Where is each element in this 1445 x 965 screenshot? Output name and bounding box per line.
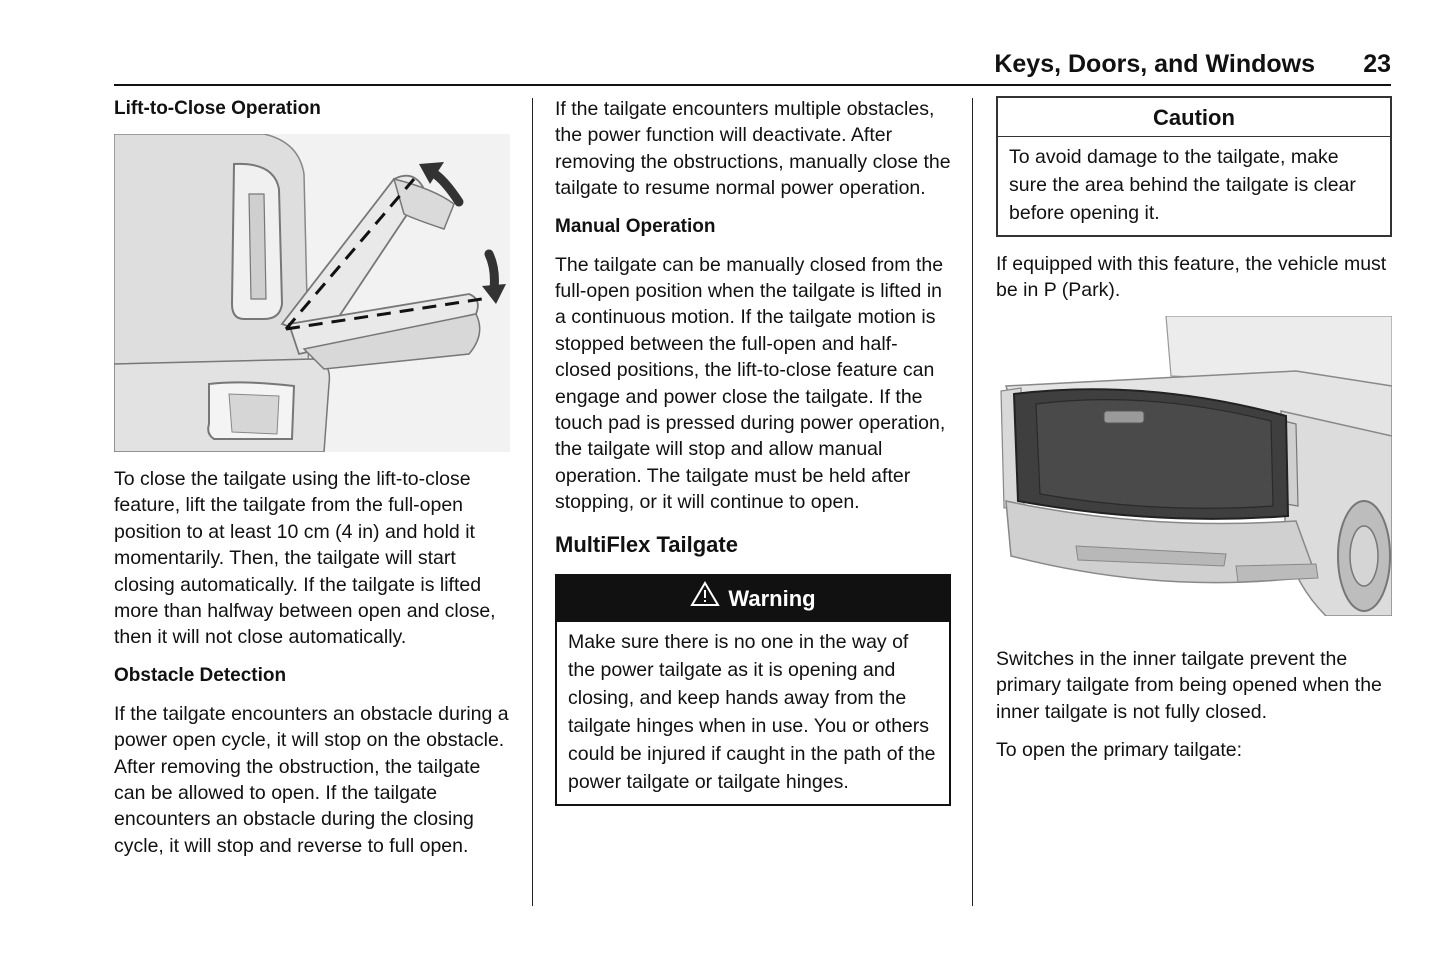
column-divider-2	[972, 98, 973, 906]
manual-operation-heading: Manual Operation	[555, 215, 716, 237]
column-1	[114, 96, 510, 871]
warning-header	[557, 576, 949, 622]
caution-text: To avoid damage to the tailgate, make sure the area behind the tailgate is clear before opening it.	[1009, 146, 1356, 224]
equipped-paragraph: If equipped with this feature, the vehicle must be in P (Park).	[996, 253, 1387, 302]
multiflex-tailgate-heading: MultiFlex Tailgate	[555, 531, 738, 557]
warning-box	[555, 574, 951, 806]
caution-box	[996, 96, 1392, 237]
multiple-obstacles-paragraph: If the tailgate encounters multiple obstacles, the power function will deactivate. After removing the obstructions, manually close the tailgate to resume normal power operation.	[555, 98, 951, 200]
caution-title: Caution	[998, 98, 1390, 137]
obstacle-detection-paragraph: If the tailgate encounters an obstacle during a power open cycle, it will stop on the obstacle. After removing the obstruction, the tailgate can be allowed to open. If the tailgate encounters an obstacle during the closing cycle, it will stop and reverse to full open.	[114, 702, 509, 857]
switches-paragraph: Switches in the inner tailgate prevent the primary tailgate from being opened when the inner tailgate is not fully closed.	[996, 647, 1382, 723]
page-header	[114, 48, 1391, 86]
obstacle-detection-heading: Obstacle Detection	[114, 664, 287, 686]
warning-triangle-icon	[690, 577, 720, 623]
column-2	[555, 96, 951, 806]
open-primary-tailgate-paragraph: To open the primary tailgate:	[996, 739, 1243, 762]
lift-to-close-paragraph: To close the tailgate using the lift-to-close feature, lift the tailgate from the full-open position to at least 10 cm (4 in) and hold it momentarily. Then, the tailgate will start closing automatically. If the tailgate is lifted more than halfway between open and close, then it will not close automatically.	[114, 468, 496, 649]
column-3	[996, 96, 1392, 775]
column-divider-1	[532, 98, 533, 906]
warning-text: Make sure there is no one in the way of the power tailgate as it is opening and closing, and keep hands away from the tailgate hinges when in use. You or others could be injured if caught in the path of the power tailgate or tailgate hinges.	[568, 630, 936, 793]
warning-title: Warning	[728, 585, 816, 611]
lift-to-close-illustration	[114, 134, 510, 452]
manual-operation-paragraph: The tailgate can be manually closed from the full-open position when the tailgate is lifted in a continuous motion. If the tailgate motion is stopped between the full-open and half-closed positions, the lift-to-close feature can engage and power close the tailgate. If the touch pad is pressed during power operation, the tailgate will stop and allow manual operation. The tailgate must be held after stopping, or it will continue to open.	[555, 253, 946, 514]
multiflex-tailgate-illustration	[996, 316, 1392, 616]
lift-to-close-heading: Lift-to-Close Operation	[114, 98, 321, 119]
page-number: 23	[1363, 50, 1391, 78]
section-title: Keys, Doors, and Windows	[994, 50, 1315, 78]
